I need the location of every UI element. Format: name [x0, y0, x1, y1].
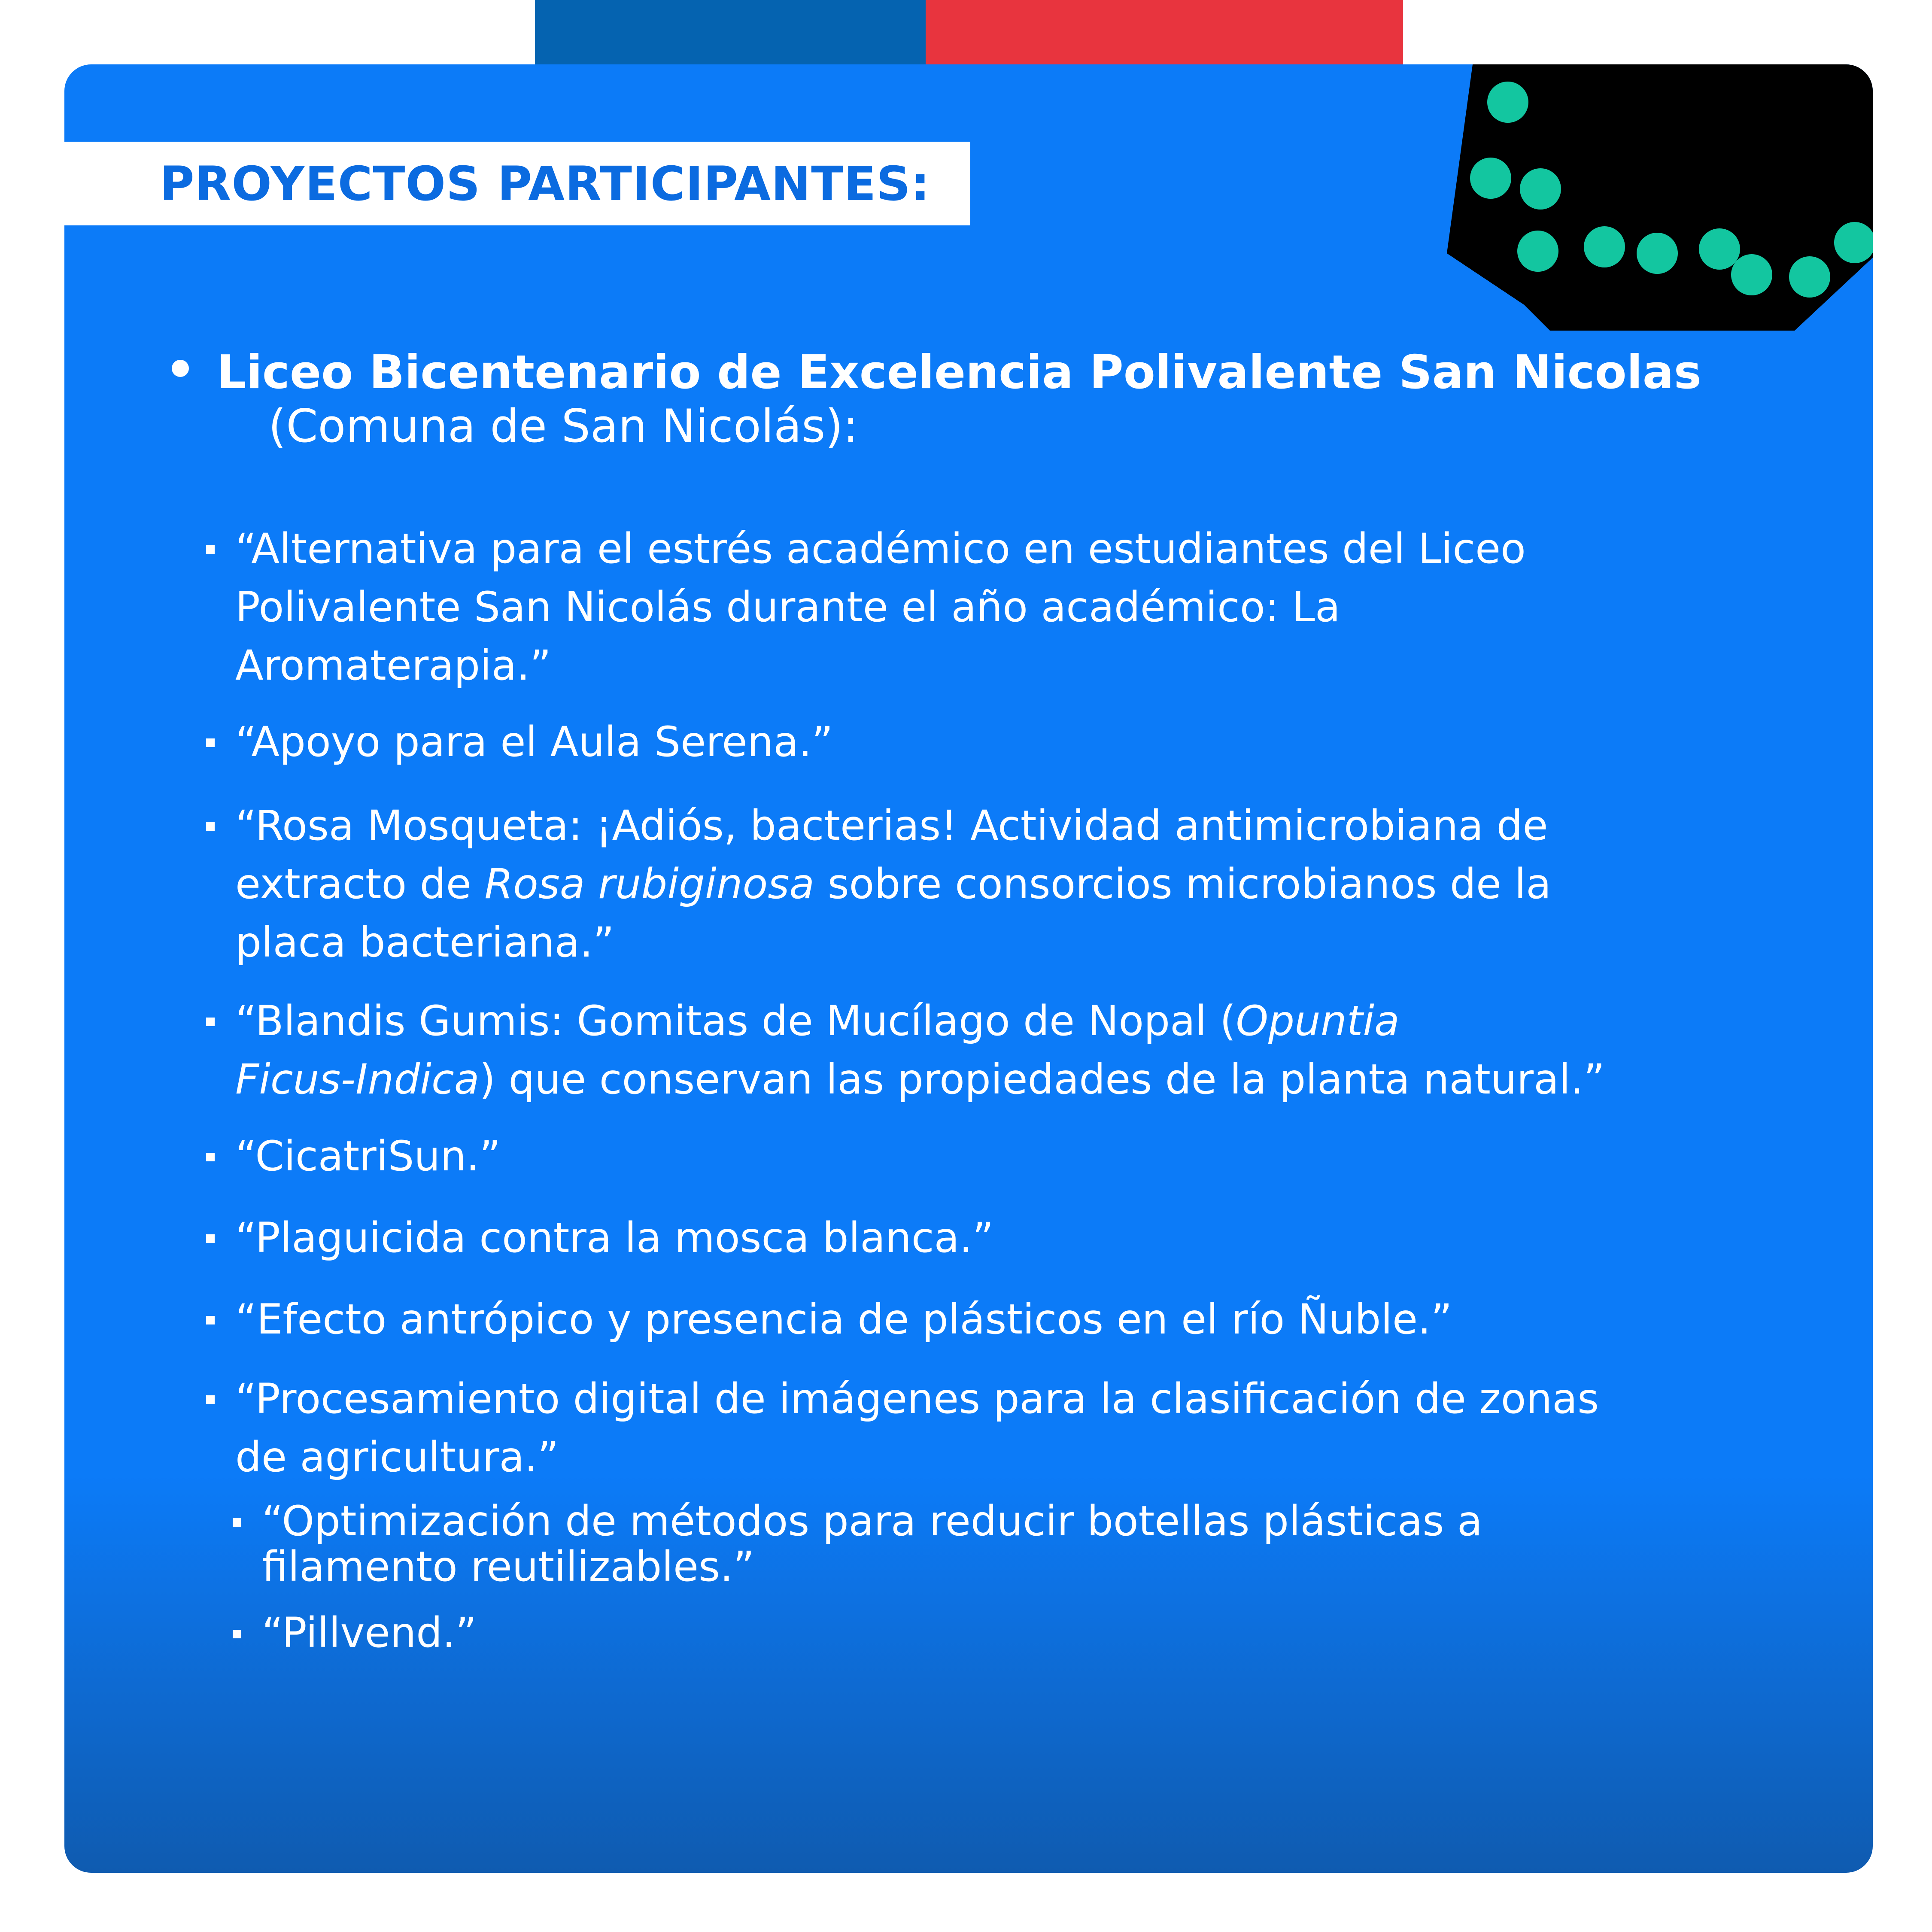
list-item [206, 1370, 1599, 1486]
project-title-line: placa bacteriana.” [235, 918, 614, 966]
project-title-line: “Optimización de métodos para reducir botellas plásticas a [262, 1497, 1482, 1545]
square-bullet-icon [233, 1518, 241, 1527]
species-name: Ficus-Indica [235, 1055, 480, 1103]
project-text: ) que conservan las propiedades de la planta natural.” [479, 1055, 1605, 1103]
square-bullet-icon [206, 822, 215, 831]
list-item [206, 1127, 501, 1185]
square-bullet-icon [206, 1153, 215, 1161]
list-item [206, 1209, 994, 1267]
project-title-line [235, 855, 1551, 913]
square-bullet-icon [206, 738, 215, 747]
bullet-dot-icon [172, 360, 189, 377]
corner-dots-decoration [1395, 64, 1873, 331]
list-item [233, 1498, 1482, 1589]
project-text: sobre consorcios microbianos de la [814, 860, 1552, 908]
square-bullet-icon [206, 1395, 215, 1404]
square-bullet-icon [206, 1018, 215, 1026]
square-bullet-icon [233, 1630, 241, 1638]
project-title-line [235, 1050, 1605, 1109]
project-title-line: Aromaterapia.” [235, 641, 551, 690]
flag-stripe-red [926, 0, 1403, 64]
project-title-line: filamento reutilizables.” [262, 1543, 755, 1591]
school-name: Liceo Bicentenario de Excelencia Polivalente San Nicolas [217, 346, 1701, 399]
page-title: PROYECTOS PARTICIPANTES: [160, 156, 930, 211]
project-title-line: “Plaguicida contra la mosca blanca.” [235, 1214, 994, 1262]
species-name: Rosa rubiginosa [484, 860, 815, 908]
content-card [64, 64, 1873, 1873]
list-item [206, 796, 1551, 972]
project-title-line: de agricultura.” [235, 1433, 559, 1481]
project-title-line: “Apoyo para el Aula Serena.” [235, 718, 833, 766]
square-bullet-icon [206, 1316, 215, 1324]
list-item [206, 992, 1605, 1109]
square-bullet-icon [206, 545, 215, 554]
flag-stripe-blue [535, 0, 926, 64]
project-title-line: Polivalente San Nicolás durante el año académico: La [235, 583, 1340, 631]
project-title-line [235, 992, 1605, 1050]
list-item [206, 1290, 1452, 1349]
square-bullet-icon [206, 1234, 215, 1243]
list-item [206, 519, 1526, 695]
project-title-line: “Efecto antrópico y presencia de plásticos en el río Ñuble.” [235, 1295, 1452, 1343]
project-text: extracto de [235, 860, 485, 908]
school-comuna: (Comuna de San Nicolás): [268, 400, 859, 453]
project-title-line: “Procesamiento digital de imágenes para la clasificación de zonas [235, 1375, 1599, 1423]
project-title-line: “CicatriSun.” [235, 1132, 501, 1180]
project-text: “Blandis Gumis: Gomitas de Mucílago de Nopal ( [235, 997, 1236, 1045]
list-item [233, 1610, 477, 1656]
project-title-line: “Pillvend.” [262, 1609, 477, 1657]
header-banner [64, 142, 970, 225]
project-title-line: “Rosa Mosqueta: ¡Adiós, bacterias! Actividad antimicrobiana de [235, 802, 1548, 850]
list-item [206, 713, 833, 771]
project-title-line: “Alternativa para el estrés académico en estudiantes del Liceo [235, 525, 1526, 573]
school-entry [172, 343, 1846, 455]
species-name: Opuntia [1236, 997, 1400, 1045]
